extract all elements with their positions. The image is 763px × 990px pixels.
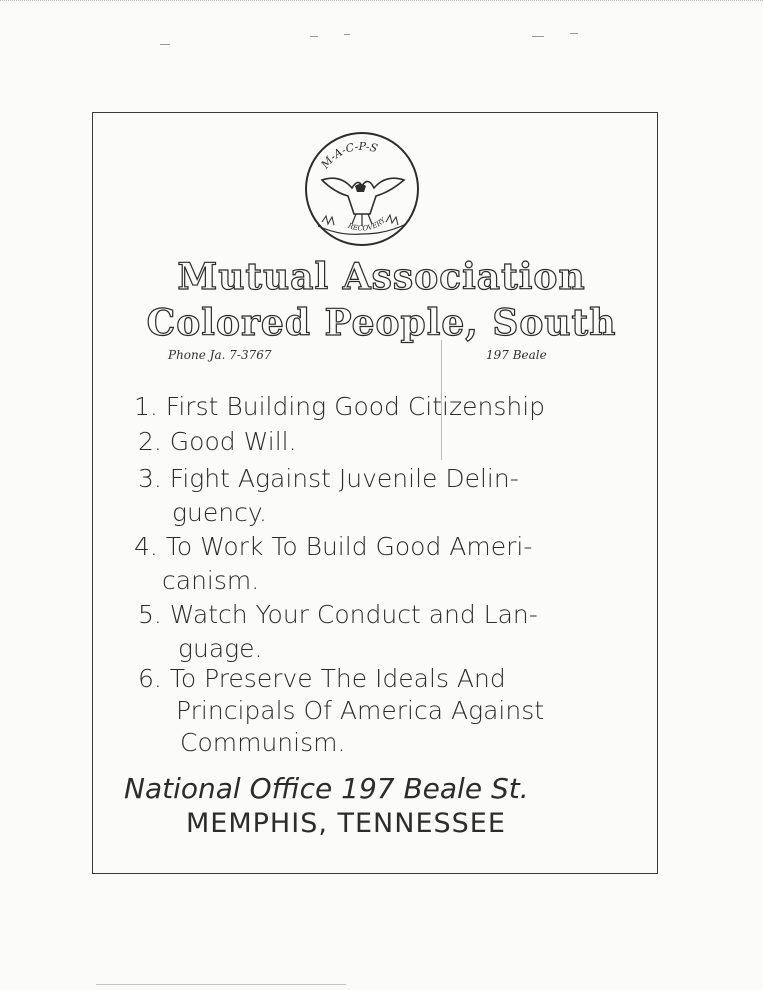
scan-speck (310, 36, 318, 37)
street-address: 197 Beale (486, 348, 547, 362)
line-6: 6. To Preserve The Ideals And (138, 664, 506, 693)
scan-edge-dots (0, 0, 763, 2)
line-4-cont: canism. (162, 566, 260, 595)
phone-number: Phone Ja. 7-3767 (168, 348, 272, 362)
line-5-cont: guage. (178, 634, 263, 663)
line-5: 5. Watch Your Conduct and Lan- (138, 600, 538, 629)
line-3-cont: guency. (172, 498, 267, 527)
line-6-cont: Principals Of America Against (176, 696, 545, 725)
line-6-end: Communism. (180, 728, 346, 757)
svg-text:RECOVERY (346, 215, 388, 232)
eagle-seal-icon (300, 130, 424, 248)
line-3: 3. Fight Against Juvenile Delin- (138, 464, 519, 493)
scan-speck (344, 34, 350, 35)
seal-initials: M-A-C-P-S (318, 139, 380, 172)
seal-motto: RECOVERY (346, 216, 388, 233)
scan-speck (96, 984, 346, 985)
line-4: 4. To Work To Build Good Ameri- (134, 532, 533, 561)
scan-speck (532, 36, 544, 37)
line-2: 2. Good Will. (138, 427, 297, 456)
scan-speck (570, 33, 578, 34)
line-1: 1. First Building Good Citizenship (134, 392, 546, 421)
national-office: National Office 197 Beale St. (124, 772, 529, 805)
heading-line-1: Mutual Association (177, 256, 586, 298)
heading-line-2: Colored People, South (146, 302, 617, 344)
scan-speck (160, 44, 170, 45)
city-state: MEMPHIS, TENNESSEE (186, 808, 506, 839)
